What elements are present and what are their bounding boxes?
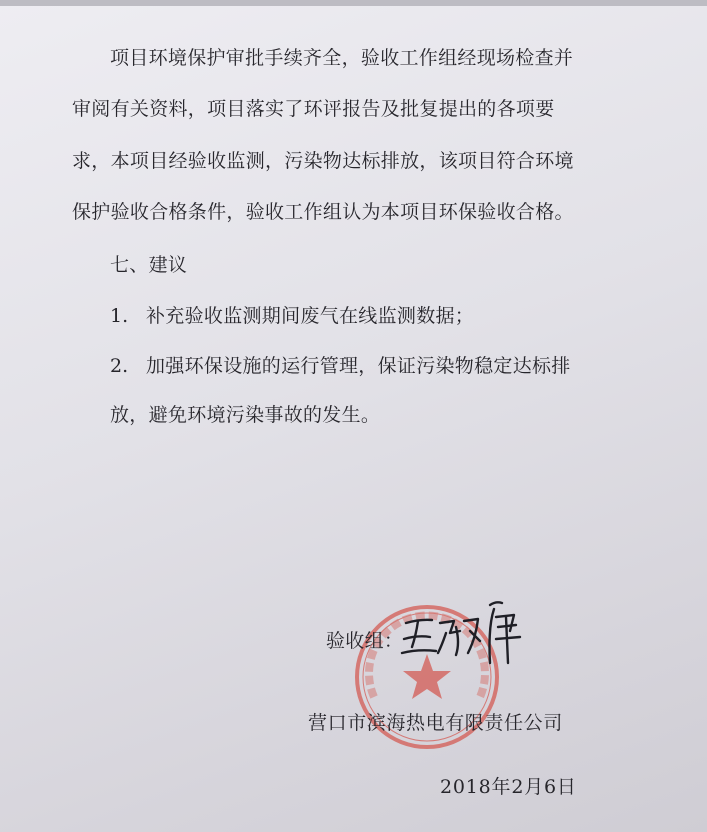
paragraph-line-2: 审阅有关资料，项目落实了环评报告及批复提出的各项要 — [72, 98, 555, 120]
suggestion-number-2: 2. — [110, 355, 129, 377]
handwritten-signature — [398, 597, 528, 667]
paragraph-line-3: 求，本项目经验收监测，污染物达标排放，该项目符合环境 — [72, 150, 574, 172]
paragraph-line-4: 保护验收合格条件，验收工作组认为本项目环保验收合格。 — [72, 201, 574, 223]
document-date: 2018年2月6日 — [440, 776, 577, 798]
suggestion-number-1: 1. — [110, 305, 129, 327]
company-name: 营口市滨海热电有限责任公司 — [308, 712, 563, 734]
suggestion-2-line-1: 加强环保设施的运行管理，保证污染物稳定达标排 — [146, 355, 571, 377]
paragraph-line-1: 项目环境保护审批手续齐全，验收工作组经现场检查并 — [110, 47, 574, 69]
suggestion-2-line-2: 放，避免环境污染事故的发生。 — [110, 404, 381, 426]
signature-label: 验收组： — [326, 630, 404, 652]
section-heading: 七、建议 — [110, 254, 188, 276]
page-edge-shadow — [0, 0, 707, 6]
suggestion-1-line-1: 补充验收监测期间废气在线监测数据； — [146, 305, 475, 327]
